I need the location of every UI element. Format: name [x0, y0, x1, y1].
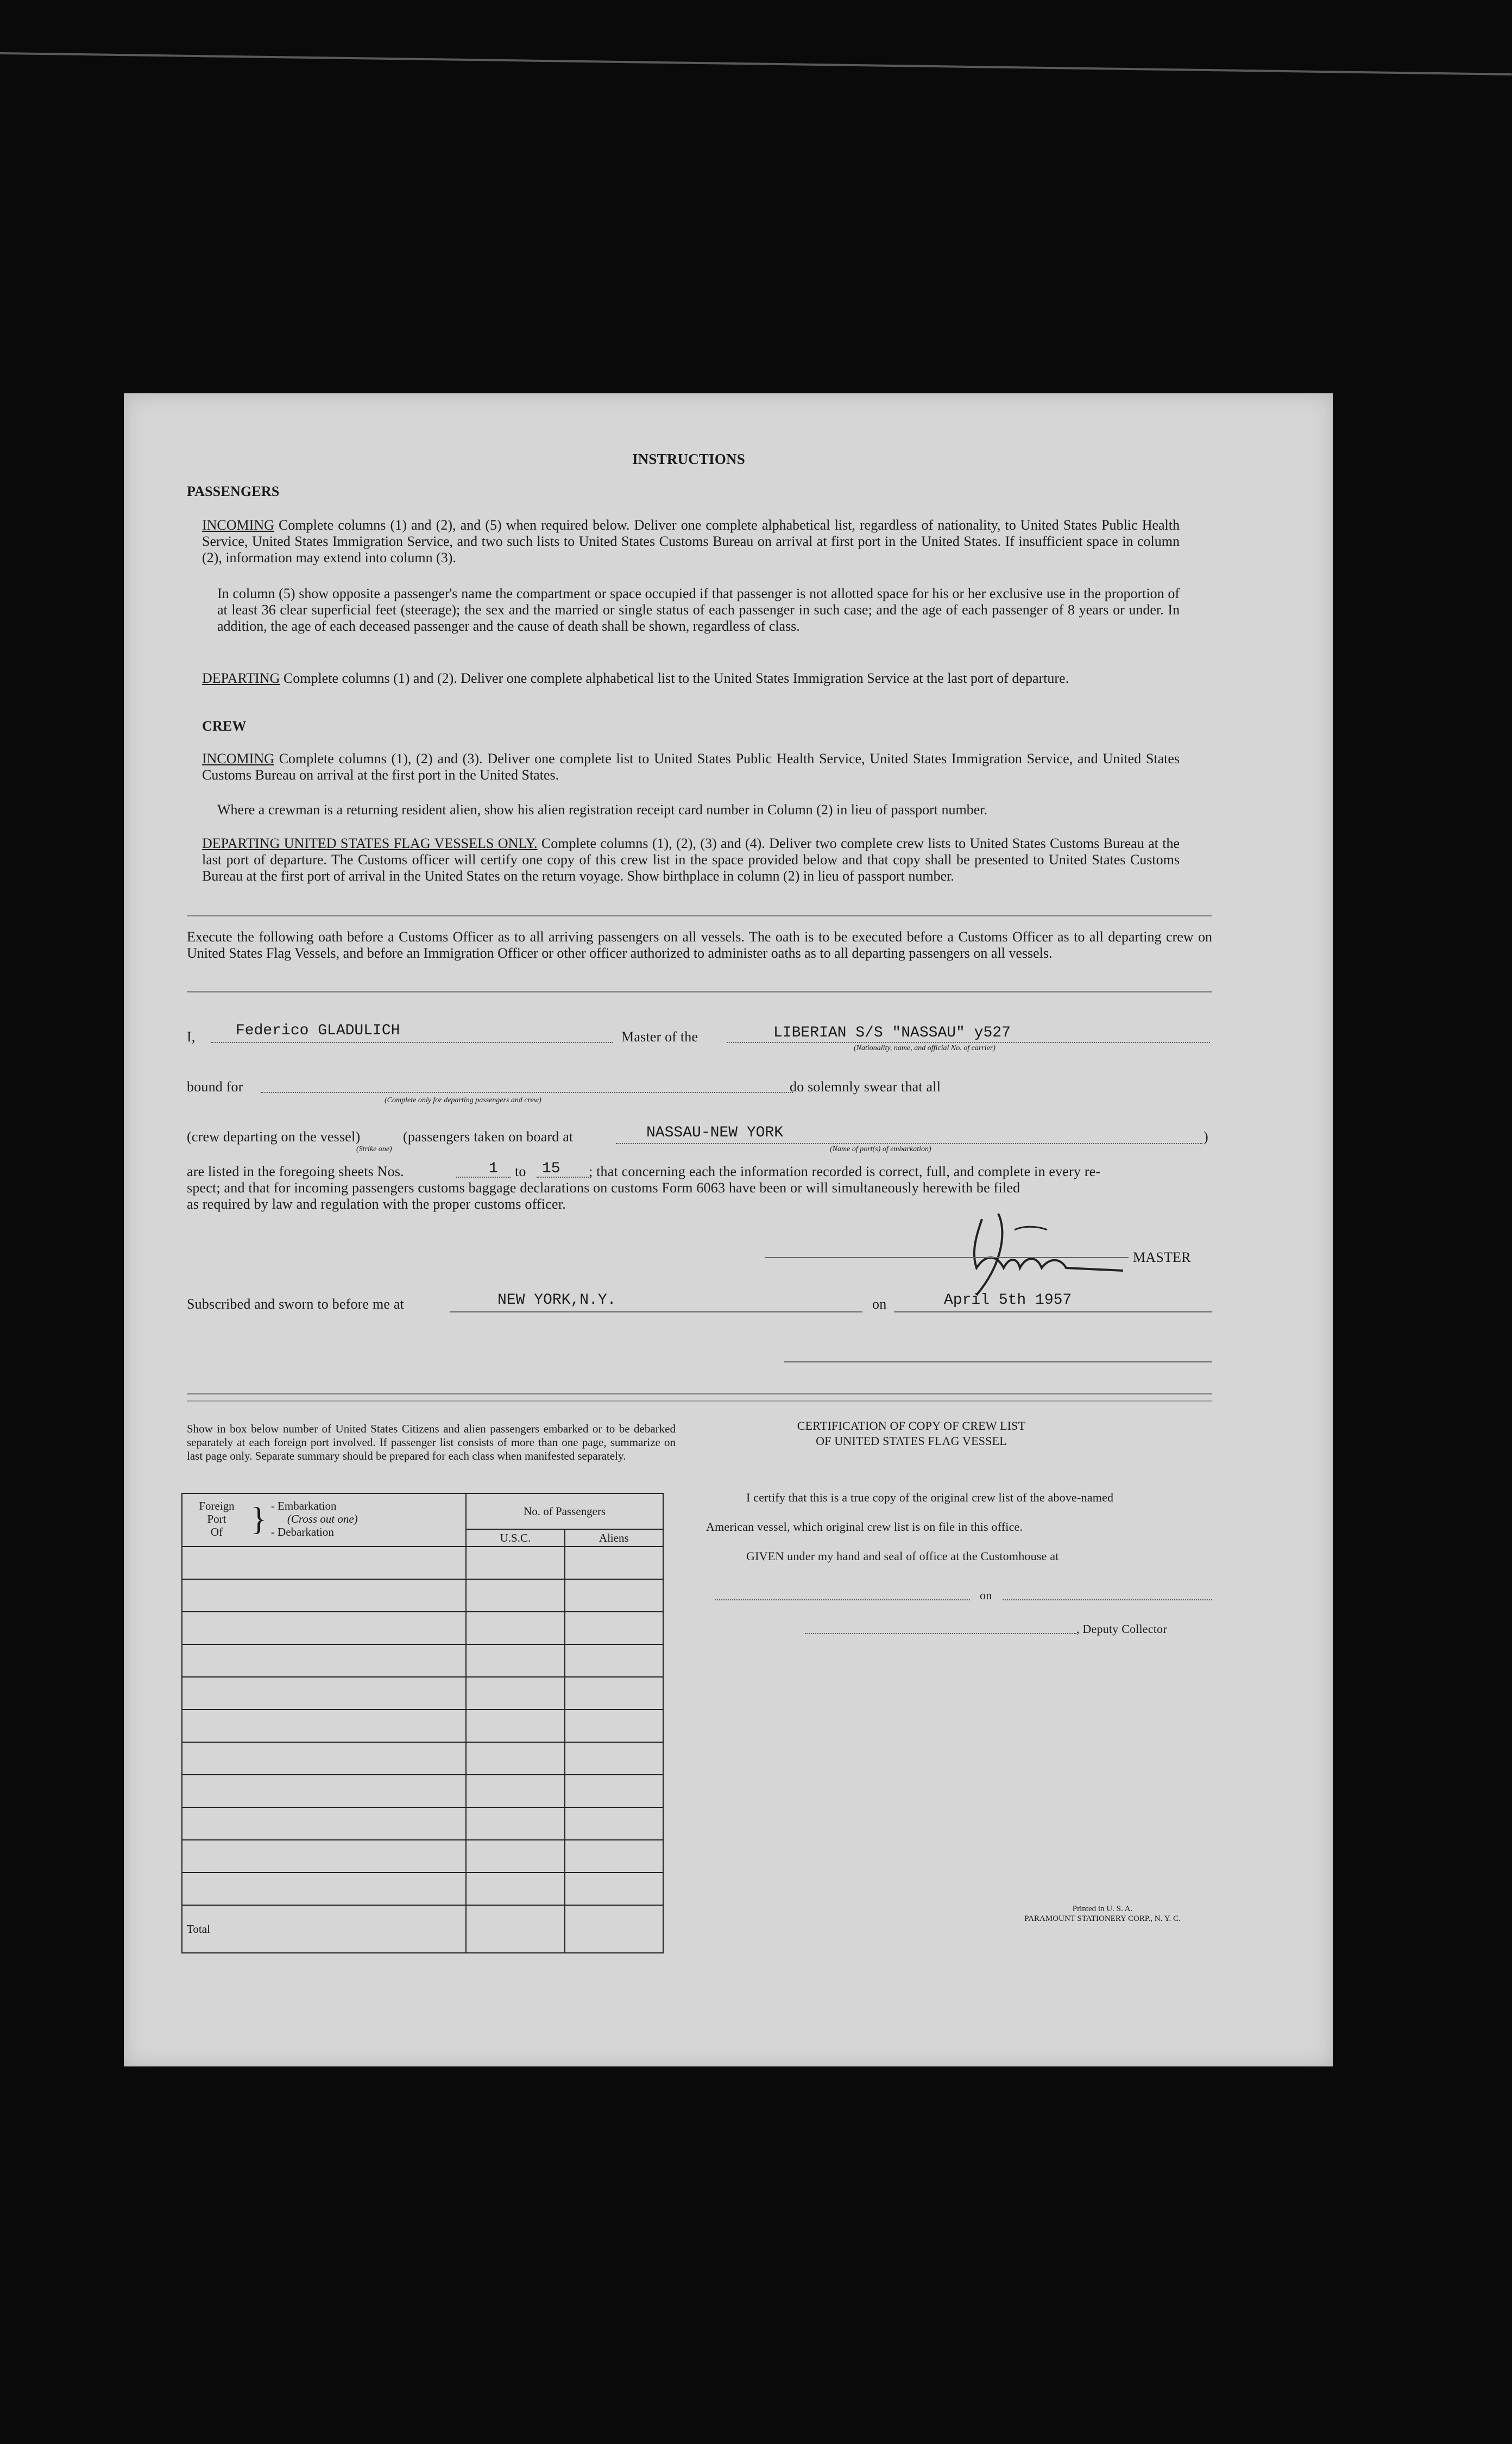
summary-row [182, 1547, 663, 1579]
passengers-taken-option: (passengers taken on board at [403, 1129, 574, 1145]
vessel-line [727, 1042, 1210, 1043]
officer-signature-line [784, 1361, 1212, 1362]
certification-text-2: American vessel, which original crew list is on file in this office. [706, 1520, 1023, 1534]
oath-divider [187, 991, 1212, 992]
passengers-incoming-lead: INCOMING [202, 517, 274, 533]
aliens-cell[interactable] [565, 1873, 663, 1905]
sheet-from-value: 1 [489, 1160, 498, 1177]
aliens-cell[interactable] [565, 1677, 663, 1710]
aliens-cell[interactable] [565, 1644, 663, 1677]
subscribed-date-line [894, 1311, 1212, 1312]
port-cell[interactable] [182, 1840, 466, 1873]
swear-label: do solemnly swear that all [790, 1079, 941, 1095]
crew-departing-text: Complete columns (1), (2), (3) and (4). Deliver two complete crew lists to United States Customs Bureau at the last port of departure. The Customs officer will certify one copy of this crew list in the space provided below and that copy shall be presented to United States Customs Bureau at the first port of arrival in the United States on the return voyage. Show birthplace in column (2) in lieu of passport number. [202, 835, 1180, 884]
summary-row [182, 1775, 663, 1807]
summary-instructions: Show in box below number of United States Citizens and alien passengers embarked or to be debarked separately at each foreign port involved. If passenger list consists of more than one page, summarize on last page only. Separate summary should be prepared for each class when manifested separately. [187, 1422, 676, 1462]
usc-cell[interactable] [466, 1873, 564, 1905]
usc-cell[interactable] [466, 1840, 564, 1873]
lower-divider-1 [187, 1393, 1212, 1394]
port-cell[interactable] [182, 1579, 466, 1612]
subscribed-place-value: NEW YORK,N.Y. [497, 1292, 616, 1309]
certification-text-1: I certify that this is a true copy of the original crew list of the above-named [746, 1491, 1114, 1504]
passenger-summary-table [181, 1493, 664, 1953]
baggage-text: spect; and that for incoming passengers customs baggage declarations on customs Form 6063 have been or will simultaneously herewith be filed [187, 1180, 1020, 1196]
crew-departing-option: (crew departing on the vessel) [187, 1129, 361, 1145]
sheet-to-line [537, 1177, 589, 1178]
port-cell[interactable] [182, 1873, 466, 1905]
regulation-text: as required by law and regulation with the proper customs officer. [187, 1196, 566, 1212]
passengers-column5-paragraph: In column (5) show opposite a passenger's name the compartment or space occupied if that passenger is not allotted space for his or her exclusive use in the proportion of at least 36 clear superficial feet (steerage); the sex and the married or single status of each passenger in such case; and the age of each passenger of 8 years or under. In addition, the age of each deceased passenger and the cause of death shall be shown, regardless of class. [217, 586, 1180, 634]
port-cell[interactable] [182, 1612, 466, 1644]
oath-intro-paragraph: Execute the following oath before a Customs Officer as to all arriving passengers on all vessels. The oath is to be executed before a Customs Officer as to all departing crew on United States Flag Vessels, and before an Immigration Officer or other officer authorized to administer oaths as to all departing passengers on all vessels. [187, 929, 1212, 961]
subscribed-label: Subscribed and sworn to before me at [187, 1296, 404, 1312]
document-page [124, 393, 1333, 2066]
usc-header: U.S.C. [466, 1529, 564, 1547]
vessel-caption: (Nationality, name, and official No. of carrier) [854, 1044, 996, 1052]
master-label: MASTER [1133, 1249, 1191, 1265]
summary-row [182, 1644, 663, 1677]
summary-row [182, 1579, 663, 1612]
crew-incoming-paragraph [202, 751, 1180, 783]
deputy-collector-label: , Deputy Collector [1076, 1622, 1167, 1636]
certification-on-label: on [980, 1588, 992, 1602]
usc-cell[interactable] [466, 1547, 564, 1579]
port-cell[interactable] [182, 1807, 466, 1840]
certification-text-3: GIVEN under my hand and seal of office at the Customhouse at [746, 1549, 1059, 1563]
passengers-incoming-text: Complete columns (1) and (2), and (5) when required below. Deliver one complete alphabetical list, regardless of nationality, to United States Public Health Service, United States Immigration Service, and two such lists to United States Customs Bureau on arrival at first port in the United States. If insufficient space in column (2), information may extend into column (3). [202, 517, 1180, 566]
aliens-cell[interactable] [565, 1742, 663, 1775]
summary-row [182, 1742, 663, 1775]
aliens-header: Aliens [565, 1529, 663, 1547]
crew-departing-paragraph [202, 835, 1180, 884]
brace-glyph: } [251, 1501, 267, 1537]
total-label-cell [182, 1905, 466, 1953]
printer-line-1: Printed in U. S. A. [1072, 1905, 1133, 1913]
bound-for-line [261, 1092, 793, 1093]
passengers-departing-text: Complete columns (1) and (2). Deliver one complete alphabetical list to the United States Immigration Service at the last port of departure. [283, 670, 1069, 686]
crew-incoming-text: Complete columns (1), (2) and (3). Deliver one complete list to United States Public Health Service, United States Immigration Service, and United States Customs Bureau on arrival at the first port in the United States. [202, 751, 1180, 783]
page-title: INSTRUCTIONS [632, 451, 745, 467]
port-cell[interactable] [182, 1677, 466, 1710]
sheet-to-value: 15 [542, 1160, 560, 1177]
no-of-passengers-header: No. of Passengers [466, 1493, 663, 1529]
certification-date-line[interactable] [1003, 1599, 1212, 1600]
port-cell[interactable] [182, 1710, 466, 1742]
passengers-departing-paragraph [202, 670, 1180, 687]
crew-returning-paragraph: Where a crewman is a returning resident alien, show his alien registration receipt card number in Column (2) in lieu of passport number. [217, 802, 988, 818]
usc-cell[interactable] [466, 1579, 564, 1612]
summary-rows [182, 1547, 663, 1905]
bound-for-label: bound for [187, 1079, 243, 1095]
total-usc-cell[interactable] [466, 1905, 564, 1953]
usc-cell[interactable] [466, 1612, 564, 1644]
port-cell[interactable] [182, 1547, 466, 1579]
passengers-incoming-paragraph [202, 517, 1180, 566]
crew-departing-lead: DEPARTING UNITED STATES FLAG VESSELS ONLY. [202, 835, 538, 851]
embarkation-label: - Embarkation [270, 1499, 337, 1512]
subscribed-place-line [450, 1311, 862, 1312]
foreign-port-label: Foreign Port Of [199, 1499, 235, 1538]
bound-for-caption: (Complete only for departing passengers and crew) [385, 1096, 541, 1104]
summary-row [182, 1807, 663, 1840]
port-cell[interactable] [182, 1644, 466, 1677]
oath-i-label: I, [187, 1029, 196, 1045]
aliens-cell[interactable] [565, 1710, 663, 1742]
certification-title-1: CERTIFICATION OF COPY OF CREW LIST [797, 1419, 1026, 1433]
vessel-value: LIBERIAN S/S "NASSAU" y527 [773, 1025, 1011, 1041]
passengers-departing-lead: DEPARTING [202, 670, 280, 686]
subscribed-date-value: April 5th 1957 [944, 1292, 1072, 1309]
port-cell[interactable] [182, 1775, 466, 1807]
section-divider [187, 915, 1212, 916]
master-signature-line [765, 1257, 1129, 1258]
printer-line-2: PARAMOUNT STATIONERY CORP., N. Y. C. [1024, 1914, 1181, 1923]
summary-row [182, 1612, 663, 1644]
aliens-cell[interactable] [565, 1612, 663, 1644]
port-caption: (Name of port(s) of embarkation) [830, 1145, 931, 1153]
summary-row [182, 1710, 663, 1742]
summary-row [182, 1840, 663, 1873]
usc-cell[interactable] [466, 1742, 564, 1775]
usc-cell[interactable] [466, 1644, 564, 1677]
passengers-heading: PASSENGERS [187, 483, 280, 499]
to-label: to [515, 1164, 526, 1179]
aliens-cell[interactable] [565, 1775, 663, 1807]
sheets-label: are listed in the foregoing sheets Nos. [187, 1164, 404, 1179]
port-value: NASSAU-NEW YORK [646, 1124, 784, 1141]
customhouse-line[interactable] [715, 1599, 970, 1600]
master-name-line [211, 1042, 613, 1043]
master-name-value: Federico GLADULICH [236, 1022, 400, 1039]
subscribed-on-label: on [872, 1296, 887, 1312]
crew-heading: CREW [202, 718, 247, 734]
port-header-cell [182, 1493, 466, 1547]
total-label: Total [187, 1922, 210, 1936]
usc-cell[interactable] [466, 1807, 564, 1840]
port-close-paren: ) [1204, 1129, 1208, 1145]
strike-caption: (Strike one) [356, 1145, 392, 1153]
usc-cell[interactable] [466, 1775, 564, 1807]
usc-cell[interactable] [466, 1677, 564, 1710]
master-of-label: Master of the [621, 1029, 698, 1045]
aliens-cell[interactable] [565, 1547, 663, 1579]
sheet-from-line [456, 1177, 511, 1178]
cross-out-label: (Cross out one) [287, 1512, 358, 1525]
crew-incoming-lead: INCOMING [202, 751, 274, 767]
lower-divider-2 [187, 1400, 1212, 1402]
deputy-signature-line[interactable] [805, 1633, 1076, 1634]
aliens-cell[interactable] [565, 1807, 663, 1840]
debarkation-label: - Debarkation [270, 1525, 334, 1538]
total-aliens-cell[interactable] [565, 1905, 663, 1953]
usc-cell[interactable] [466, 1710, 564, 1742]
summary-row [182, 1873, 663, 1905]
port-line [616, 1143, 1202, 1144]
sheets-text: ; that concerning each the information recorded is correct, full, and complete in every re- [589, 1164, 1101, 1179]
port-cell[interactable] [182, 1742, 466, 1775]
certification-title-2: OF UNITED STATES FLAG VESSEL [816, 1434, 1007, 1448]
summary-row [182, 1677, 663, 1710]
aliens-cell[interactable] [565, 1579, 663, 1612]
aliens-cell[interactable] [565, 1840, 663, 1873]
